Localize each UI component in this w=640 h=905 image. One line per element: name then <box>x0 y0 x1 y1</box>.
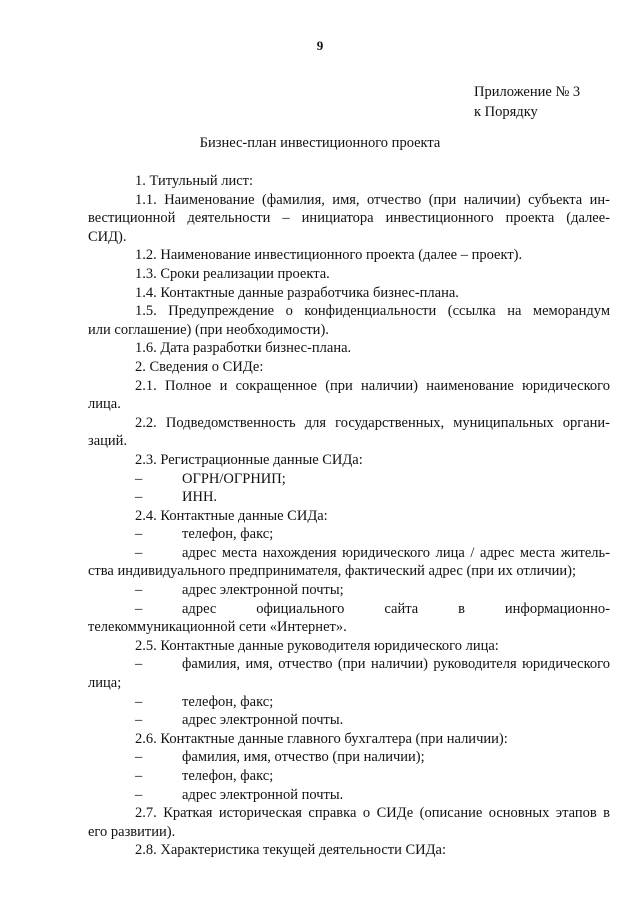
list-item-text: телефон, факс; <box>182 768 274 784</box>
list-item <box>88 786 610 805</box>
dash-bullet: – <box>135 786 143 803</box>
list-item-text: фамилия, имя, отчество (при наличии) руководителя юридического <box>182 656 610 673</box>
numbered-item: 1.5. Предупреждение о конфиденциальности (ссылка на меморандум <box>135 303 610 320</box>
list-item <box>88 655 610 674</box>
text-line: лица. <box>88 396 121 413</box>
dash-bullet: – <box>135 656 143 673</box>
page-number: 9 <box>316 38 324 53</box>
text-line: его развитии). <box>88 823 176 840</box>
list-item <box>88 767 610 786</box>
numbered-item: 1.3. Сроки реализации проекта. <box>135 265 330 282</box>
dash-bullet: – <box>135 544 143 561</box>
text-line: вестиционной деятельности – инициатора инвестиционного проекта (далее- <box>88 210 610 227</box>
list-item-text: адрес электронной почты. <box>182 712 344 729</box>
text-line: телекоммуникационной сети «Интернет». <box>88 619 347 636</box>
text-line: заций. <box>88 433 128 450</box>
dash-bullet: – <box>135 712 143 729</box>
numbered-item: 2.5. Контактные данные руководителя юридического лица: <box>135 637 499 654</box>
list-item-text: ИНН. <box>182 489 218 506</box>
document-title: Бизнес-план инвестиционного проекта <box>199 135 441 151</box>
text-line: ства индивидуального предпринимателя, фактический адрес (при их отличии); <box>88 563 577 580</box>
list-item <box>88 544 610 563</box>
dash-bullet: – <box>135 693 143 710</box>
list-item <box>88 581 610 600</box>
text-line: СИД). <box>88 228 127 245</box>
list-item <box>88 748 610 767</box>
list-item-text: ОГРН/ОГРНИП; <box>182 470 286 487</box>
numbered-item: 2.2. Подведомственность для государственных, муниципальных органи- <box>135 414 610 431</box>
numbered-item: 1.4. Контактные данные разработчика бизнес-плана. <box>135 284 459 301</box>
annex-number: Приложение № 3 <box>474 84 581 100</box>
list-item-text: адрес электронной почты. <box>182 786 344 803</box>
dash-bullet: – <box>135 470 143 487</box>
document-body <box>88 172 610 860</box>
annex-order-ref: к Порядку <box>474 104 538 120</box>
list-item <box>88 488 610 507</box>
dash-bullet: – <box>135 600 143 617</box>
list-item-text: адрес электронной почты; <box>182 582 344 599</box>
numbered-item: 1.6. Дата разработки бизнес-плана. <box>135 340 352 357</box>
numbered-item: 2.6. Контактные данные главного бухгалтера (при наличии): <box>135 730 508 747</box>
list-item-text: адрес места нахождения юридического лица / адрес места житель- <box>182 544 610 561</box>
list-item-text: адрес официального сайта в информационно- <box>182 600 610 617</box>
list-item <box>88 693 610 712</box>
list-item-text: телефон, факс; <box>182 693 274 710</box>
numbered-item: 1.1. Наименование (фамилия, имя, отчество (при наличии) субъекта ин- <box>135 191 610 208</box>
numbered-item: 1.2. Наименование инвестиционного проекта (далее – проект). <box>135 247 523 264</box>
dash-bullet: – <box>135 489 143 506</box>
list-item <box>88 470 610 489</box>
text-line: или соглашение) (при необходимости). <box>88 321 329 338</box>
numbered-item: 1. Титульный лист: <box>135 173 254 189</box>
list-item <box>88 525 610 544</box>
numbered-item: 2.3. Регистрационные данные СИДа: <box>135 451 363 468</box>
numbered-item: 2.7. Краткая историческая справка о СИДе (описание основных этапов в <box>135 805 610 822</box>
annex-reference <box>474 82 580 122</box>
text-line: лица; <box>88 675 122 692</box>
dash-bullet: – <box>135 582 143 599</box>
numbered-item: 2.4. Контактные данные СИДа: <box>135 507 328 524</box>
list-item <box>88 600 610 619</box>
list-item <box>88 711 610 730</box>
numbered-item: 2.8. Характеристика текущей деятельности СИДа: <box>135 842 446 859</box>
numbered-item: 2.1. Полное и сокращенное (при наличии) наименование юридического <box>135 377 610 394</box>
dash-bullet: – <box>135 749 143 766</box>
dash-bullet: – <box>135 768 143 784</box>
numbered-item: 2. Сведения о СИДе: <box>135 358 264 375</box>
list-item-text: фамилия, имя, отчество (при наличии); <box>182 749 425 766</box>
list-item-text: телефон, факс; <box>182 526 274 543</box>
dash-bullet: – <box>135 526 143 543</box>
